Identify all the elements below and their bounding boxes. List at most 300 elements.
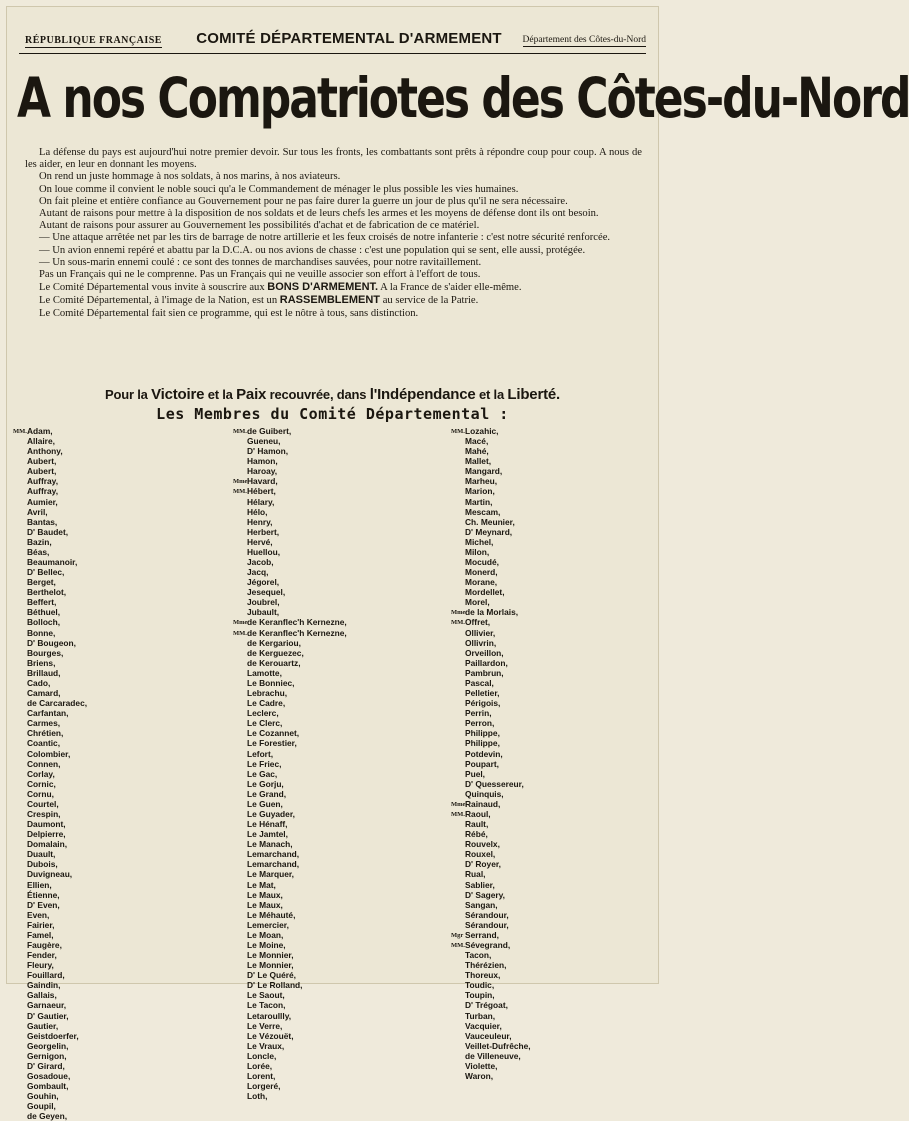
member-entry (465, 890, 665, 900)
member-name: Rébé, (465, 829, 488, 840)
member-entry (465, 910, 665, 920)
member-entry (27, 940, 227, 950)
member-entry (27, 980, 227, 990)
member-entry (247, 769, 447, 779)
member-entry (465, 557, 665, 567)
member-name: Pelletier, (465, 688, 500, 699)
member-entry (27, 880, 227, 890)
member-name: de Kerguezec, (247, 647, 304, 658)
member-name: Dubois, (27, 859, 58, 870)
member-name: Le Gac, (247, 768, 278, 779)
member-name: Périgois, (465, 698, 501, 709)
member-name: Gueneu, (247, 436, 281, 447)
member-name: Carfantan, (27, 708, 69, 719)
member-name: D' Le Rolland, (247, 980, 303, 991)
member-entry (247, 779, 447, 789)
member-entry (465, 849, 665, 859)
member-name: Anthony, (27, 446, 63, 457)
member-entry (27, 1101, 227, 1111)
member-entry (247, 547, 447, 557)
member-entry (27, 698, 227, 708)
member-entry (465, 527, 665, 537)
member-entry (27, 1091, 227, 1101)
member-name: Fouillard, (27, 970, 65, 981)
member-name: Thérézien, (465, 960, 507, 971)
member-name: Paillardon, (465, 657, 508, 668)
member-entry (27, 668, 227, 678)
member-name: Lemarchand, (247, 859, 300, 870)
member-name: Vacquier, (465, 1020, 502, 1031)
member-entry (465, 749, 665, 759)
member-entry (247, 1021, 447, 1031)
member-entry (27, 436, 227, 446)
member-entry (465, 486, 665, 496)
member-name: Potdevin, (465, 748, 503, 759)
member-entry (247, 517, 447, 527)
member-entry (247, 698, 447, 708)
member-entry (247, 507, 447, 517)
member-entry (247, 950, 447, 960)
member-name: D' Gautier, (27, 1010, 69, 1021)
member-name: Rainaud, (465, 798, 501, 809)
member-entry (247, 1011, 447, 1021)
member-entry (465, 466, 665, 476)
member-name: Le Vraux, (247, 1040, 285, 1051)
member-entry (27, 658, 227, 668)
member-name: D' Meynard, (465, 526, 513, 537)
member-name: Martin, (465, 496, 493, 507)
member-name: Chrétien, (27, 728, 64, 739)
member-name: D' Le Quéré, (247, 970, 296, 981)
member-name: Famel, (27, 929, 54, 940)
member-name: Aubert, (27, 466, 57, 477)
member-name: Auffray, (27, 486, 59, 497)
member-entry (27, 910, 227, 920)
slogan-victoire: Victoire (151, 386, 205, 403)
rassemblement: RASSEMBLEMENT (279, 294, 381, 307)
member-entry (27, 587, 227, 597)
member-name: Macé, (465, 436, 489, 447)
member-entry (27, 497, 227, 507)
member-entry (27, 1111, 227, 1121)
paragraph: La défense du pays est aujourd'hui notre premier devoir. Sur tous les fronts, les combattants sont prêts à répondre coup pour coup. A nous de les aider, en leur en donnant les moyens. (25, 147, 642, 171)
member-name: Fender, (27, 950, 57, 961)
member-name: Milon, (465, 546, 490, 557)
text-span: au service de la Patrie. (382, 295, 479, 307)
member-name: Hamon, (247, 456, 278, 467)
member-entry (27, 547, 227, 557)
member-name: Havard, (247, 476, 278, 487)
member-name: Lefort, (247, 748, 274, 759)
member-entry (465, 678, 665, 688)
member-entry (247, 920, 447, 930)
member-name: Connen, (27, 758, 61, 769)
member-name: Perron, (465, 718, 495, 729)
member-name: de Villeneuve, (465, 1050, 521, 1061)
member-name: Le Guyader, (247, 808, 295, 819)
member-name: Cornu, (27, 788, 54, 799)
member-name: Haroay, (247, 466, 278, 477)
member-name: D' Bougeon, (27, 637, 76, 648)
member-name: de Keranflec'h Kernezne, (247, 617, 347, 628)
member-entry (247, 466, 447, 476)
member-name: Cornic, (27, 778, 56, 789)
member-entry (247, 990, 447, 1000)
member-title-prefix: Mme (233, 619, 248, 627)
member-name: Philippe, (465, 728, 500, 739)
member-entry (27, 1051, 227, 1061)
member-entry (465, 880, 665, 890)
member-entry (233, 486, 447, 497)
member-entry (247, 688, 447, 698)
slogan-part: Pour la (105, 387, 148, 402)
member-title-prefix: MM. (233, 428, 247, 435)
member-name: Le Friec, (247, 758, 282, 769)
member-entry (27, 607, 227, 617)
member-entry (465, 859, 665, 869)
member-entry (27, 557, 227, 567)
member-name: D' Even, (27, 899, 60, 910)
member-name: Étienne, (27, 889, 60, 900)
member-entry (451, 929, 665, 940)
member-entry (247, 1081, 447, 1091)
member-entry (247, 799, 447, 809)
member-name: Toupin, (465, 990, 495, 1001)
member-entry (27, 537, 227, 547)
member-name: Veillet-Dufrêche, (465, 1040, 531, 1051)
members-heading: Les Membres du Comité Départemental : (156, 405, 509, 423)
member-entry (465, 920, 665, 930)
member-name: Morel, (465, 597, 490, 608)
member-entry (27, 456, 227, 466)
member-name: Puel, (465, 768, 486, 779)
member-entry (27, 839, 227, 849)
member-entry (27, 678, 227, 688)
member-entry (247, 910, 447, 920)
member-name: Pambrun, (465, 667, 504, 678)
member-entry (247, 708, 447, 718)
member-entry (465, 446, 665, 456)
member-entry (27, 446, 227, 456)
member-name: Mordellet, (465, 587, 505, 598)
member-entry (247, 869, 447, 879)
members-column-3 (451, 426, 665, 1081)
member-entry (27, 749, 227, 759)
member-entry (465, 436, 665, 446)
member-entry (247, 1000, 447, 1010)
member-entry (27, 1021, 227, 1031)
member-entry (27, 930, 227, 940)
member-entry (465, 759, 665, 769)
member-entry (465, 497, 665, 507)
member-name: Carmes, (27, 718, 61, 729)
member-entry (27, 486, 227, 496)
header-rule (19, 53, 646, 54)
member-name: Aumier, (27, 496, 58, 507)
member-entry (247, 446, 447, 456)
member-entry (465, 769, 665, 779)
member-name: Offret, (465, 617, 491, 628)
member-name: Gouhin, (27, 1091, 59, 1102)
paragraph: Autant de raisons pour mettre à la disposition de nos soldats et de leurs chefs les armes et les moyens de défense dont ils ont besoin. (39, 208, 599, 220)
member-entry (27, 759, 227, 769)
member-title-prefix: Mme (451, 800, 466, 808)
member-entry (465, 658, 665, 668)
member-name: Philippe, (465, 738, 500, 749)
member-name: Le Clerc, (247, 718, 283, 729)
member-name: Delpierre, (27, 829, 66, 840)
member-name: Le Monnier, (247, 960, 294, 971)
member-title-prefix: MM. (233, 629, 247, 637)
member-name: Jégorel, (247, 577, 280, 588)
member-entry (465, 990, 665, 1000)
member-name: Geistdoerfer, (27, 1030, 79, 1041)
member-name: Jacob, (247, 557, 274, 568)
member-entry (465, 869, 665, 879)
member-entry (27, 688, 227, 698)
member-entry (247, 668, 447, 678)
republique-label: RÉPUBLIQUE FRANÇAISE (25, 35, 162, 46)
member-name: de Kergariou, (247, 637, 301, 648)
member-entry (247, 880, 447, 890)
text-span: Le Comité Départemental, à l'image de la Nation, est un (39, 295, 278, 307)
member-entry (451, 607, 665, 618)
member-name: Henry, (247, 516, 273, 527)
member-entry (247, 1041, 447, 1051)
member-entry (27, 920, 227, 930)
member-entry (27, 869, 227, 879)
member-entry (247, 738, 447, 748)
slogan-part: et la (207, 387, 233, 402)
member-name: Even, (27, 909, 50, 920)
member-entry (247, 648, 447, 658)
member-name: Gernigon, (27, 1050, 67, 1061)
member-name: Mocudé, (465, 557, 499, 568)
member-name: Goupil, (27, 1101, 56, 1112)
member-entry (247, 456, 447, 466)
member-name: D' Baudet, (27, 526, 69, 537)
member-entry (27, 527, 227, 537)
member-name: Violette, (465, 1060, 498, 1071)
member-name: Thoreux, (465, 970, 501, 981)
member-name: de Carcaradec, (27, 698, 88, 709)
member-entry (247, 577, 447, 587)
member-entry (27, 476, 227, 486)
member-entry (13, 426, 227, 436)
member-entry (465, 597, 665, 607)
member-name: Le Grand, (247, 788, 287, 799)
paragraph: — Une attaque arrêtée net par les tirs de barrage de notre artillerie et les feux croisés de notre infanterie : c'est notre sécurité renforcée. (39, 232, 611, 244)
member-entry (27, 708, 227, 718)
member-name: Coantic, (27, 738, 61, 749)
member-name: Letaroullly, (247, 1010, 292, 1021)
member-name: Turban, (465, 1010, 496, 1021)
member-name: Le Mat, (247, 879, 276, 890)
member-name: Le Saout, (247, 990, 285, 1001)
member-entry (247, 970, 447, 980)
member-title-prefix: MM. (451, 941, 465, 949)
member-entry (247, 789, 447, 799)
member-entry (247, 658, 447, 668)
member-name: Colombier, (27, 748, 71, 759)
member-entry (465, 1011, 665, 1021)
member-name: Avril, (27, 506, 48, 517)
member-entry (465, 517, 665, 527)
member-name: Duvigneau, (27, 869, 73, 880)
paragraph (25, 294, 642, 307)
member-name: Ollivrin, (465, 637, 497, 648)
member-name: Le Moan, (247, 929, 284, 940)
member-entry (465, 738, 665, 748)
member-entry (465, 547, 665, 557)
member-entry (247, 1051, 447, 1061)
member-name: Le Cadre, (247, 698, 286, 709)
member-name: Michel, (465, 536, 494, 547)
member-name: de Guibert, (247, 426, 292, 436)
member-name: Domalain, (27, 839, 68, 850)
member-entry (27, 1081, 227, 1091)
member-name: Corlay, (27, 768, 55, 779)
member-name: Le Jamtel, (247, 829, 288, 840)
member-entry (27, 567, 227, 577)
slogan (17, 386, 648, 403)
member-entry (27, 950, 227, 960)
member-name: Bantas, (27, 516, 58, 527)
member-entry (247, 1091, 447, 1101)
member-name: Lozahic, (465, 426, 499, 436)
paragraph: On loue comme il convient le noble souci qu'a le Commandement de ménager le plus possible les vies humaines. (39, 183, 519, 195)
member-entry (27, 900, 227, 910)
member-name: Georgelin, (27, 1040, 69, 1051)
member-name: Auffray, (27, 476, 59, 487)
slogan-independance: l'Indépendance (369, 386, 476, 403)
member-name: Daumont, (27, 819, 66, 830)
member-entry (465, 779, 665, 789)
member-name: D' Royer, (465, 859, 501, 870)
member-name: Adam, (27, 426, 53, 436)
member-entry (465, 718, 665, 728)
member-name: D' Trégoat, (465, 1000, 508, 1011)
member-name: Loth, (247, 1091, 268, 1102)
member-entry (465, 668, 665, 678)
member-name: Marheu, (465, 476, 498, 487)
member-title-prefix: MM. (451, 810, 465, 818)
member-name: D' Bellec, (27, 567, 65, 578)
member-name: Le Moine, (247, 939, 286, 950)
member-entry (27, 1011, 227, 1021)
member-name: Lamotte, (247, 667, 282, 678)
member-name: Cado, (27, 677, 51, 688)
text-span: Le Comité Départemental vous invite à souscrire aux (39, 282, 265, 294)
member-name: Jacq, (247, 567, 269, 578)
member-entry (27, 638, 227, 648)
paragraph: Pas un Français qui ne le comprenne. Pas un Français qui ne veuille associer son effort à l'effort de tous. (39, 269, 481, 281)
member-name: Le Verre, (247, 1020, 283, 1031)
member-entry (27, 1000, 227, 1010)
member-entry (465, 567, 665, 577)
member-name: Courtel, (27, 798, 59, 809)
member-name: de Keranflec'h Kernezne, (247, 627, 347, 638)
member-entry (247, 597, 447, 607)
member-name: Gallais, (27, 990, 57, 1001)
paragraph: Autant de raisons pour assurer au Gouvernement les possibilités d'achat et de fabrication de ce matériel. (39, 220, 480, 232)
member-name: Bazin, (27, 536, 52, 547)
member-entry (465, 476, 665, 486)
member-name: Berthelot, (27, 587, 67, 598)
member-name: Mangard, (465, 466, 503, 477)
member-name: Monerd, (465, 567, 498, 578)
member-entry (465, 900, 665, 910)
member-entry (233, 627, 447, 638)
member-name: Rouxel, (465, 849, 496, 860)
members-column-1 (13, 426, 227, 1121)
member-entry (247, 1071, 447, 1081)
member-entry (27, 859, 227, 869)
member-entry (27, 577, 227, 587)
member-entry (233, 476, 447, 487)
member-name: Hélary, (247, 496, 275, 507)
member-entry (465, 839, 665, 849)
member-name: Ellien, (27, 879, 52, 890)
page-title: A nos Compatriotes des Côtes-du-Nord (17, 67, 909, 131)
member-entry (27, 769, 227, 779)
member-entry (247, 759, 447, 769)
member-entry (27, 1061, 227, 1071)
member-entry (247, 930, 447, 940)
member-entry (465, 980, 665, 990)
member-entry (451, 426, 665, 436)
member-name: Orveillon, (465, 647, 504, 658)
member-entry (247, 1031, 447, 1041)
member-entry (27, 738, 227, 748)
member-name: Le Marquer, (247, 869, 295, 880)
member-name: Duault, (27, 849, 56, 860)
member-entry (465, 648, 665, 658)
member-name: Lorent, (247, 1071, 276, 1081)
member-title-prefix: Mme (451, 609, 466, 617)
member-entry (247, 527, 447, 537)
member-name: Le Cozannet, (247, 728, 300, 739)
member-name: Waron, (465, 1071, 494, 1081)
member-entry (27, 648, 227, 658)
member-name: Le Forestier, (247, 738, 297, 749)
member-name: Briens, (27, 657, 56, 668)
member-name: Vauceuleur, (465, 1030, 512, 1041)
member-name: Bolloch, (27, 617, 61, 628)
member-name: Le Gorju, (247, 778, 284, 789)
member-name: Sangan, (465, 899, 498, 910)
member-name: Serrand, (465, 929, 499, 940)
member-name: Hervé, (247, 536, 273, 547)
member-name: Bonne, (27, 627, 56, 638)
member-entry (27, 960, 227, 970)
member-entry (247, 980, 447, 990)
member-entry (465, 1021, 665, 1031)
paragraph: On fait pleine et entière confiance au Gouvernement pour ne pas faire durer la guerre un jour de plus qu'il ne sera nécessaire. (39, 195, 568, 207)
member-entry (27, 829, 227, 839)
member-name: Tacon, (465, 950, 492, 961)
member-entry (247, 537, 447, 547)
member-entry (247, 749, 447, 759)
member-entry (247, 849, 447, 859)
member-name: Le Vézouët, (247, 1030, 294, 1041)
member-name: Fairier, (27, 919, 55, 930)
member-name: Lemarchand, (247, 849, 300, 860)
member-name: Gautier, (27, 1020, 59, 1031)
member-name: Sérandour, (465, 919, 509, 930)
member-entry (451, 808, 665, 819)
member-name: Herbert, (247, 526, 280, 537)
